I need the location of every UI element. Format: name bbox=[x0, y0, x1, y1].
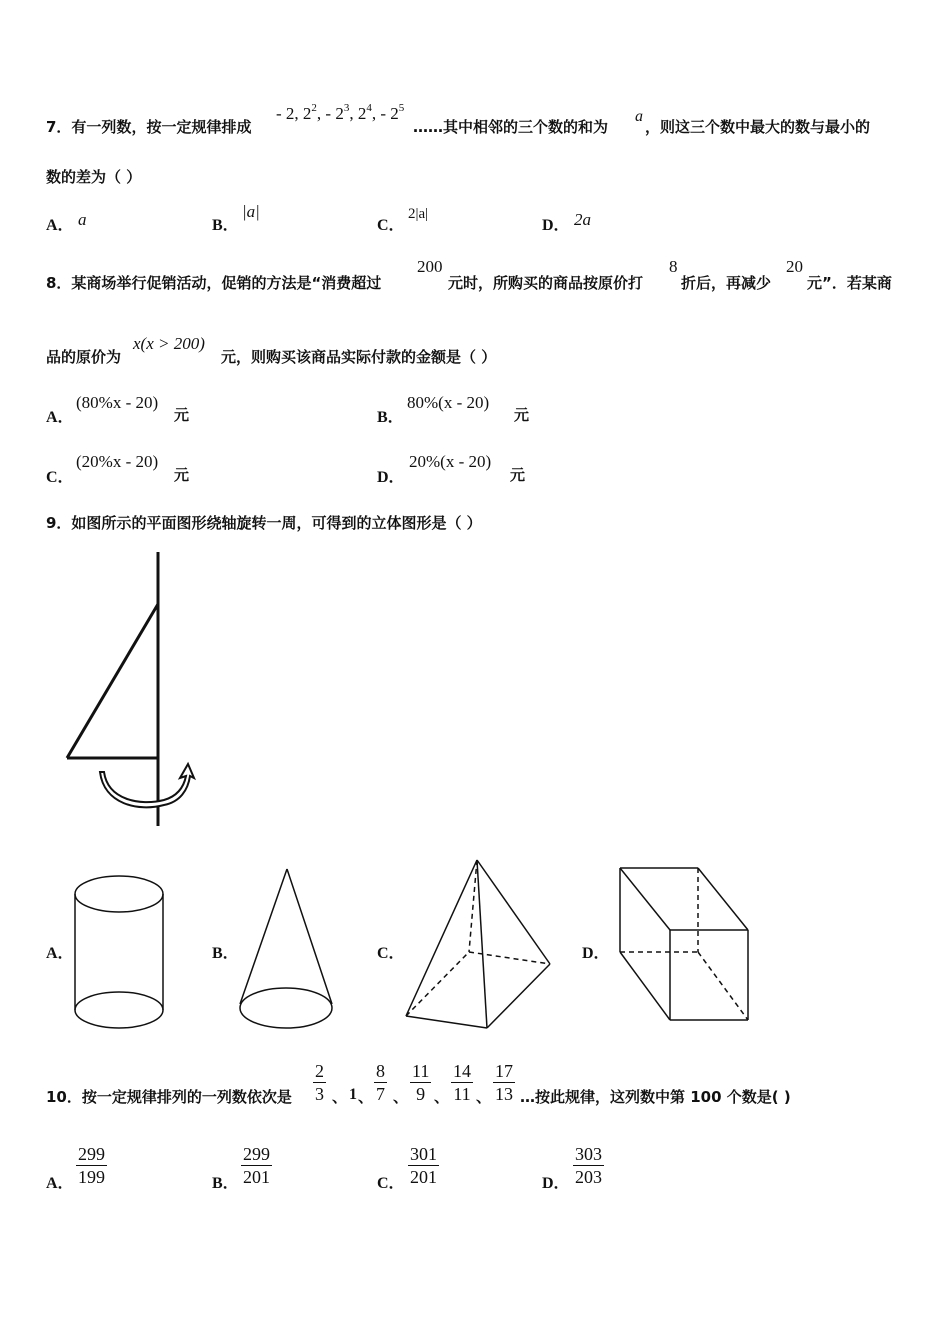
q8-option-c-expr: (20%x - 20) bbox=[76, 452, 159, 471]
cone-icon bbox=[236, 866, 336, 1032]
q8-option-c-label: C． bbox=[46, 469, 74, 486]
q10-sep-4: 、 bbox=[434, 1088, 450, 1106]
q10-option-b-label: B． bbox=[212, 1175, 239, 1192]
q8-option-b-unit: 元 bbox=[514, 406, 530, 424]
q7-option-d-label: D． bbox=[542, 217, 570, 234]
q8-option-d-label: D． bbox=[377, 469, 405, 486]
q7-option-c-value: 2|a| bbox=[408, 206, 429, 222]
q8-line2-suffix: 元，则购买该商品实际付款的金额是（ ） bbox=[221, 348, 497, 366]
q7-sequence: - 2, $2^2$, - $2^3$, $2^4$, - $2^5$ bbox=[276, 102, 405, 123]
q10-sep-5: 、 bbox=[476, 1088, 492, 1106]
q10-seq-term-2: 1 bbox=[349, 1086, 357, 1103]
q10-option-d-label: D． bbox=[542, 1175, 570, 1192]
q8-number-8: 8 bbox=[669, 257, 678, 276]
prism-icon bbox=[614, 864, 756, 1026]
pyramid-icon bbox=[402, 856, 558, 1032]
q8-number-200: 200 bbox=[417, 257, 443, 276]
q8-option-a-unit: 元 bbox=[174, 406, 190, 424]
q8-option-a-expr: (80%x - 20) bbox=[76, 393, 159, 412]
q8-text-1: 8．某商场举行促销活动，促销的方法是“消费超过 bbox=[46, 274, 382, 292]
q8-text-2: 元时，所购买的商品按原价打 bbox=[448, 274, 644, 292]
q8-text-3: 折后，再减少 bbox=[681, 274, 772, 292]
q8-number-20: 20 bbox=[786, 257, 803, 276]
q8-option-a-label: A． bbox=[46, 409, 74, 426]
rotation-arrow-icon bbox=[100, 764, 194, 807]
q7-option-b-label: B． bbox=[212, 217, 239, 234]
q10-option-a-label: A． bbox=[46, 1175, 74, 1192]
q8-option-d-unit: 元 bbox=[510, 466, 526, 484]
q10-seq-term-5: $\frac{14}{11}$ bbox=[453, 1061, 471, 1104]
q8-option-b-expr: 80%(x - 20) bbox=[407, 393, 490, 412]
q8-option-c-unit: 元 bbox=[174, 466, 190, 484]
q10-suffix: …按此规律，这列数中第 100 个数是( ) bbox=[520, 1088, 791, 1106]
q7-option-d-value: 2a bbox=[574, 210, 591, 229]
q9-option-d-label: D． bbox=[582, 945, 610, 962]
q10-option-d-value: $\frac{303}{203}$ bbox=[575, 1144, 602, 1187]
q8-option-d-expr: 20%(x - 20) bbox=[409, 452, 492, 471]
q7-line1-prefix: 7．有一列数，按一定规律排成 bbox=[46, 118, 252, 136]
triangle-hypotenuse bbox=[67, 604, 158, 758]
q7-option-a-label: A． bbox=[46, 217, 74, 234]
q7-line2: 数的差为（ ） bbox=[46, 168, 142, 186]
q10-sep-1: 、 bbox=[332, 1088, 348, 1106]
q10-seq-term-1: $\frac{2}{3}$ bbox=[315, 1061, 324, 1104]
q10-seq-term-6: $\frac{17}{13}$ bbox=[495, 1061, 513, 1104]
q7-option-b-value: |a| bbox=[242, 202, 260, 221]
q10-sep-2: 、 bbox=[358, 1088, 374, 1106]
q9-option-b-label: B． bbox=[212, 945, 239, 962]
q10-prefix: 10．按一定规律排列的一列数依次是 bbox=[46, 1088, 292, 1106]
q10-seq-term-4: $\frac{11}{9}$ bbox=[412, 1061, 430, 1104]
q8-line2-math: x(x > 200) bbox=[133, 334, 205, 353]
q10-option-b-value: $\frac{299}{201}$ bbox=[243, 1144, 270, 1187]
q9-text: 9．如图所示的平面图形绕轴旋转一周，可得到的立体图形是（ ） bbox=[46, 514, 482, 532]
q10-option-c-label: C． bbox=[377, 1175, 405, 1192]
q7-option-c-label: C． bbox=[377, 217, 405, 234]
q10-sep-3: 、 bbox=[393, 1088, 409, 1106]
q9-option-c-label: C． bbox=[377, 945, 405, 962]
q8-option-b-label: B． bbox=[377, 409, 404, 426]
q10-option-a-value: $\frac{299}{199}$ bbox=[78, 1144, 105, 1187]
q8-line2-prefix: 品的原价为 bbox=[46, 348, 122, 366]
q7-option-a-value: a bbox=[78, 210, 87, 229]
q10-seq-term-3: $\frac{8}{7}$ bbox=[376, 1061, 385, 1104]
q7-line1-mid: ……其中相邻的三个数的和为 bbox=[413, 118, 609, 136]
cylinder-icon bbox=[70, 872, 170, 1034]
q7-line1-suffix: ，则这三个数中最大的数与最小的 bbox=[645, 118, 871, 136]
q10-option-c-value: $\frac{301}{201}$ bbox=[410, 1144, 437, 1187]
q8-text-4: 元”．若某商 bbox=[807, 274, 892, 292]
q7-var-a: a bbox=[635, 108, 643, 125]
q9-option-a-label: A． bbox=[46, 945, 74, 962]
q9-rotation-figure bbox=[60, 550, 210, 830]
